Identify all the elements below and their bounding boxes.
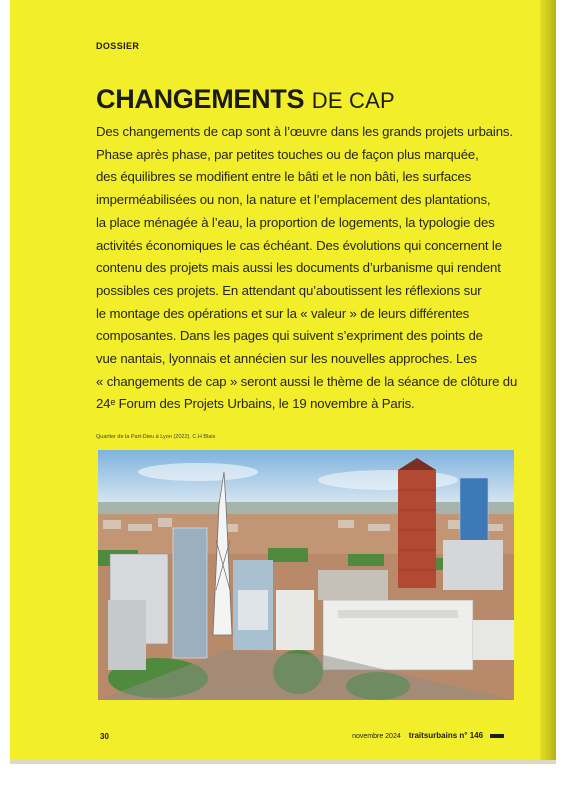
title-light: DE CAP: [311, 88, 395, 113]
text-line: composantes. Dans les pages qui suivent s’expriment des points de: [96, 328, 483, 344]
text-line: 24ᵉ Forum des Projets Urbains, le 19 novembre à Paris.: [96, 396, 415, 412]
section-label: DOSSIER: [96, 41, 140, 51]
page-edge: [10, 760, 556, 764]
text-line: contenu des projets mais aussi les documents d’urbanisme qui rendent: [96, 260, 501, 276]
text-line: possibles ces projets. En attendant qu’aboutissent les réflexions sur: [96, 282, 482, 298]
caption-credit: C.H Blais: [192, 434, 216, 440]
intro-paragraph: [96, 121, 532, 416]
text-line: imperméabilisées ou non, la nature et l’emplacement des plantations,: [96, 192, 491, 208]
text-line: la place ménagée à l’eau, la proportion de logements, la typologie des: [96, 214, 495, 230]
text-line: Phase après phase, par petites touches ou de façon plus marquée,: [96, 146, 479, 162]
footer-issue: [352, 731, 504, 740]
page-spine: [540, 0, 556, 760]
photo-caption: [96, 434, 215, 440]
issue-date: novembre 2024: [352, 733, 401, 740]
text-line: des équilibres se modifient entre le bâti et le non bâti, les surfaces: [96, 169, 472, 185]
text-line: activités économiques le cas échéant. Des évolutions qui concernent le: [96, 237, 502, 253]
magazine-name: traitsurbains n° 146: [408, 731, 484, 740]
footer-bar: [490, 734, 504, 738]
city-photo: [98, 450, 514, 700]
page-title: [96, 84, 395, 115]
text-line: « changements de cap » seront aussi le thème de la séance de clôture du: [96, 373, 518, 389]
text-line: Des changements de cap sont à l’œuvre dans les grands projets urbains.: [96, 124, 513, 139]
magazine-page: [10, 0, 556, 760]
text-line: le montage des opérations et sur la « valeur » de leurs différentes: [96, 305, 470, 321]
text-line: vue nantais, lyonnais et annécien sur les nouvelles approches. Les: [96, 351, 477, 367]
page-number: 30: [100, 732, 109, 741]
title-bold: CHANGEMENTS: [96, 84, 305, 114]
caption-text: Quartier de la Part-Dieu à Lyon (2022).: [96, 434, 191, 440]
